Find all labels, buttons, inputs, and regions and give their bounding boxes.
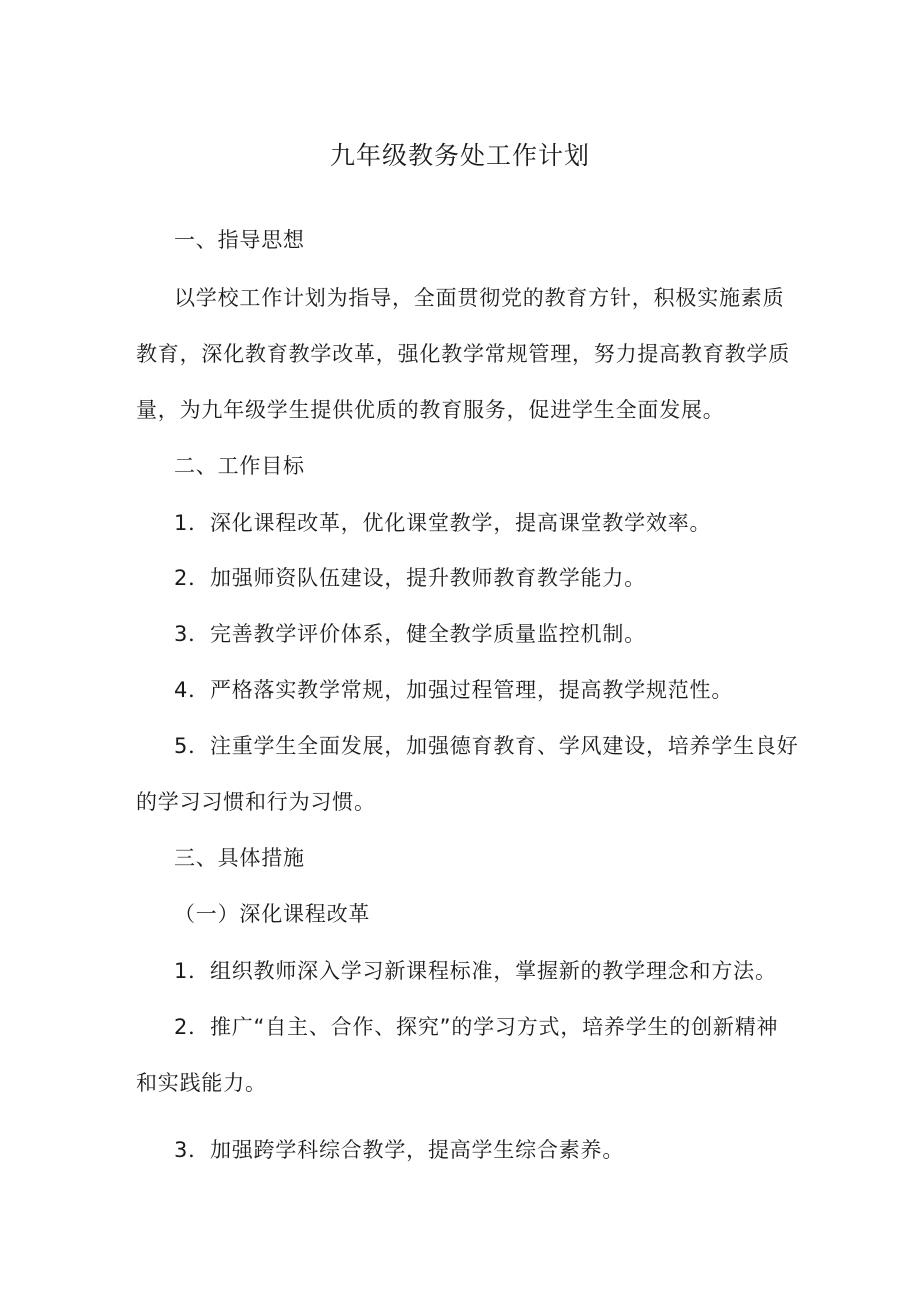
guiding-ideology-line-3: 量，为九年级学生提供优质的教育服务，促进学生全面发展。 bbox=[136, 398, 725, 422]
work-goal-item-2: 2．加强师资队伍建设，提升教师教育教学能力。 bbox=[174, 566, 646, 590]
work-goal-item-3: 3．完善教学评价体系，健全教学质量监控机制。 bbox=[174, 622, 646, 646]
measure-item-1: 1．组织教师深入学习新课程标准，掌握新的教学理念和方法。 bbox=[174, 959, 777, 983]
guiding-ideology-line-1: 以学校工作计划为指导，全面贯彻党的教育方针，积极实施素质 bbox=[174, 286, 785, 310]
measure-item-2-line-2: 和实践能力。 bbox=[136, 1071, 267, 1095]
work-goal-item-4: 4．严格落实教学常规，加强过程管理，提高教学规范性。 bbox=[174, 678, 734, 702]
document-title: 九年级教务处工作计划 bbox=[329, 141, 590, 170]
section-heading-guiding-ideology: 一、指导思想 bbox=[174, 228, 305, 252]
subsection-heading-curriculum-reform: （一）深化课程改革 bbox=[174, 902, 371, 926]
measure-item-2-line-1: 2．推广“自主、合作、探究”的学习方式，培养学生的创新精神 bbox=[174, 1015, 779, 1039]
work-goal-item-5-line-1: 5．注重学生全面发展，加强德育教育、学风建设，培养学生良好 bbox=[174, 734, 799, 758]
work-goal-item-1: 1．深化课程改革，优化课堂教学，提高课堂教学效率。 bbox=[174, 511, 712, 535]
work-goal-item-5-line-2: 的学习习惯和行为习惯。 bbox=[136, 790, 376, 814]
section-heading-specific-measures: 三、具体措施 bbox=[174, 846, 305, 870]
measure-item-3: 3．加强跨学科综合教学，提高学生综合素养。 bbox=[174, 1138, 625, 1162]
section-heading-work-goals: 二、工作目标 bbox=[174, 454, 305, 478]
guiding-ideology-line-2: 教育，深化教育教学改革，强化教学常规管理，努力提高教育教学质 bbox=[136, 342, 790, 366]
